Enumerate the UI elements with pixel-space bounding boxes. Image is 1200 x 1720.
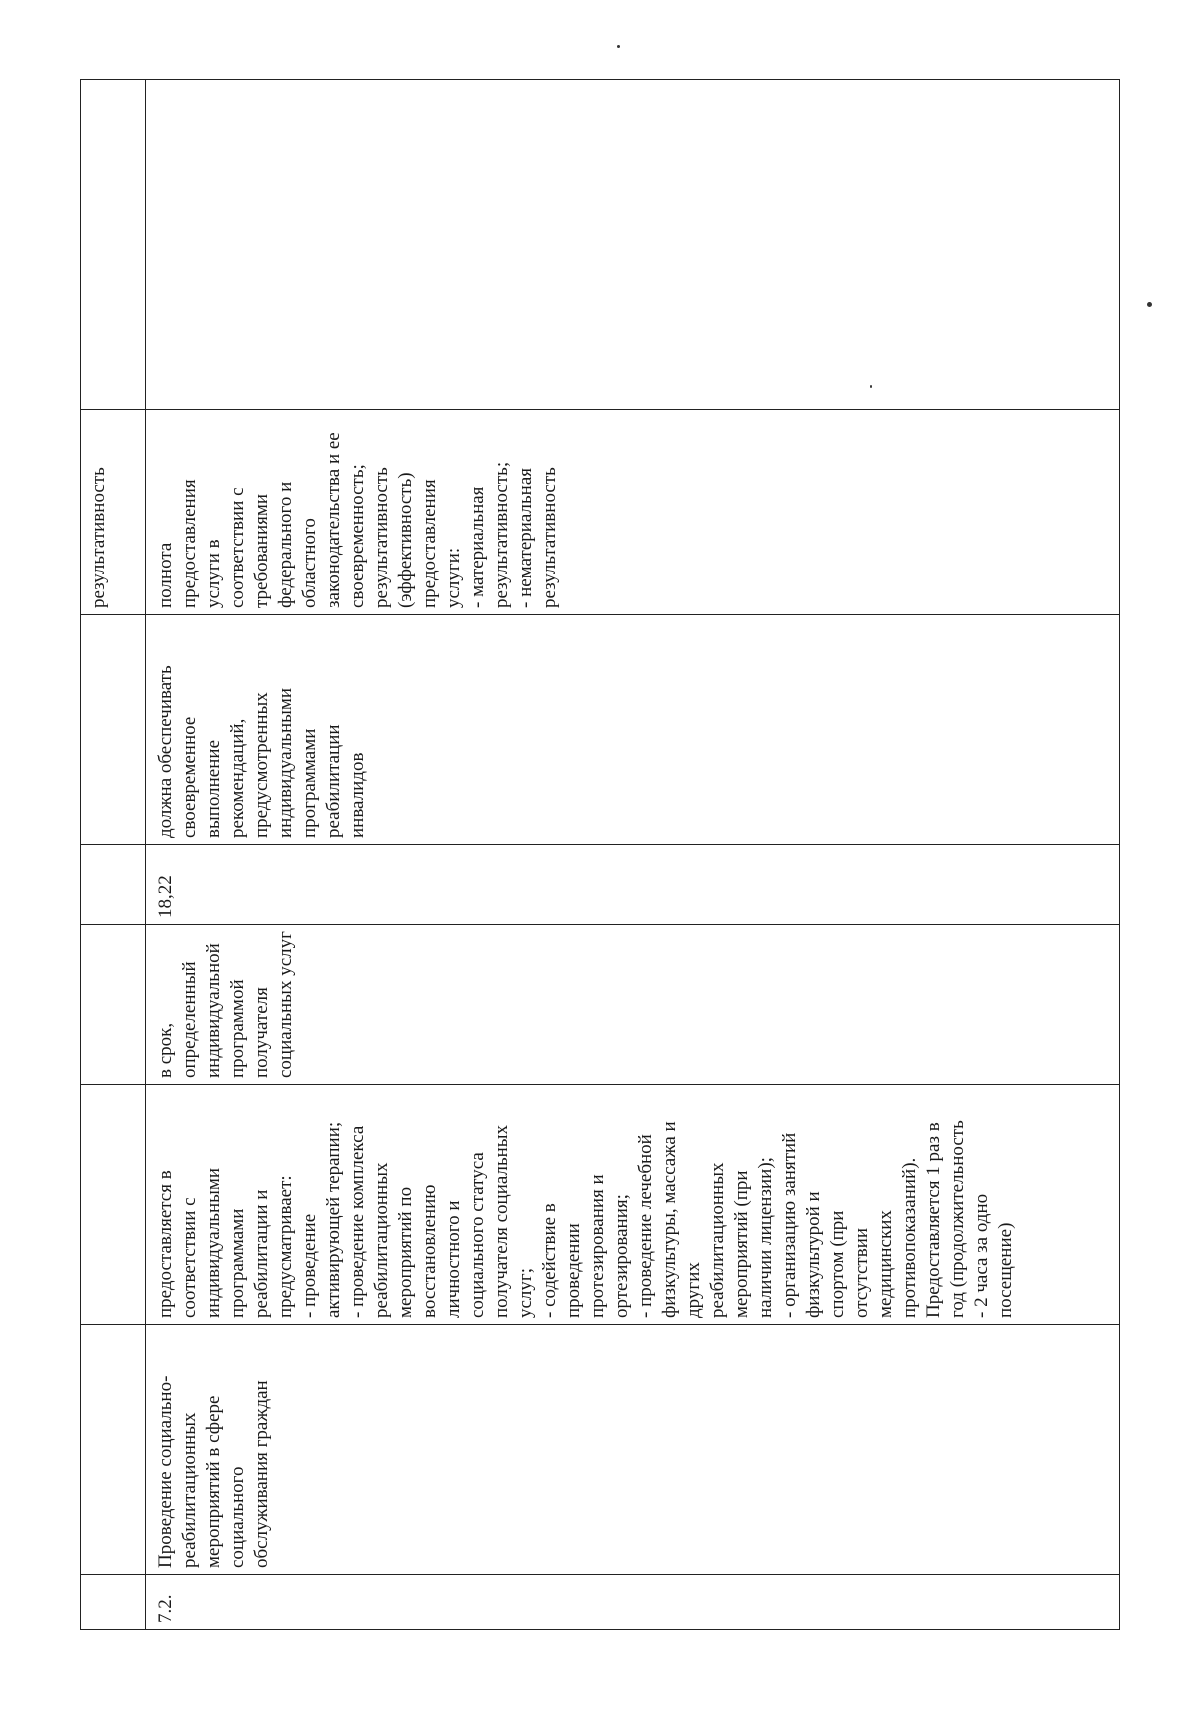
scan-speck [617,45,620,48]
table-row [146,80,1120,1630]
service-tariff: 18,22 [146,845,1120,925]
service-term: в срок, определенный индивидуальной программой получателя социальных услуг [146,925,1120,1085]
service-standard: должна обеспечивать своевременное выполнение рекомендаций, предусмотренных индивидуальными программами реабилитации инвалидов [146,615,1120,845]
services-table [80,79,1120,1630]
header-row [81,80,146,1630]
header-cell-standard [81,615,146,845]
rotated-page [80,80,1120,1630]
header-cell-description [81,1085,146,1325]
scan-speck [870,385,872,388]
header-cell-indicators: результативность [81,410,146,615]
header-cell-name [81,1325,146,1575]
service-name: Проведение социально- реабилитационных мероприятий в сфере социального обслуживания граждан [146,1325,1120,1575]
header-cell-conditions [81,80,146,410]
service-conditions [146,80,1120,410]
header-cell-term [81,925,146,1085]
scan-speck [1147,302,1152,307]
header-cell-number [81,1575,146,1630]
service-description: предоставляется в соответствии с индивидуальными программами реабилитации и предусматривает: - проведение активирующей терапии; - проведение комплекса реабилитационных мероприятий по восстановлению личностного и социального статуса получателя социальных услуг; - содействие в проведении протезирования и ортезирования; - проведение лечебной физкультуры, массажа и других реабилитационных мероприятий (при наличии лицензии); - организацию занятий физкультурой и спортом (при отсутствии медицинских противопоказаний). Предоставляется 1 раз в год (продолжительность - 2 часа за одно посещение) [146,1085,1120,1325]
row-number: 7.2. [146,1575,1120,1630]
header-cell-tariff [81,845,146,925]
service-indicators: полнота предоставления услуги в соответствии с требованиями федерального и областного законодательства и ее своевременность; результативность (эффективность) предоставления услуги: - материальная результативность; - нематериальная результативность [146,410,1120,615]
